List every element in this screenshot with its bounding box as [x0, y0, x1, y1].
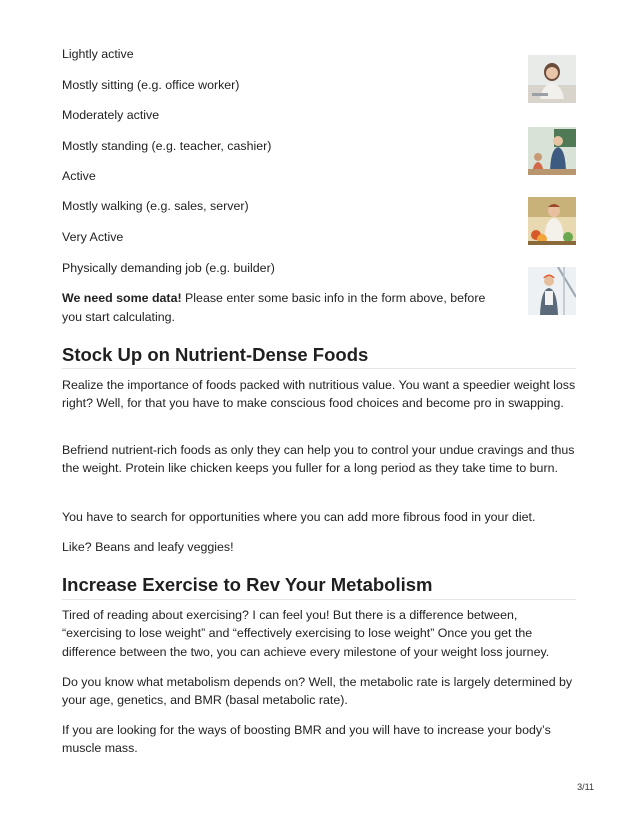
activity-label-active: Active [62, 169, 96, 183]
grocer-with-produce-photo [528, 197, 576, 245]
paragraph: Do you know what metabolism depends on? Well, the metabolic rate is largely determined by your age, genetics, and BMR (basal metabolic rate). [62, 675, 573, 708]
page-number: 3/11 [577, 782, 594, 792]
teacher-in-classroom-photo [528, 127, 576, 175]
activity-label-moderately: Moderately active [62, 108, 160, 122]
activity-label-very-active: Very Active [62, 230, 124, 244]
paragraph: You have to search for opportunities where you can add more fibrous food in your diet. [62, 510, 536, 524]
activity-desc-moderately: Mostly standing (e.g. teacher, cashier) [62, 139, 272, 153]
paragraph: Realize the importance of foods packed with nutritious value. You want a speedier weight loss right? Well, for that you have to make conscious food choices and become pro in swapping. [62, 378, 576, 411]
paragraph: Like? Beans and leafy veggies! [62, 540, 234, 554]
paragraph: Befriend nutrient-rich foods as only they can help you to control your undue cravings and thus the weight. Protein like chicken keeps you fuller for a long period as they take time to burn. [62, 443, 575, 476]
activity-desc-active: Mostly walking (e.g. sales, server) [62, 199, 249, 213]
section-heading-exercise-metabolism: Increase Exercise to Rev Your Metabolism [62, 574, 433, 595]
builder-on-site-photo [528, 267, 576, 315]
notice-text: Please enter some basic info in the form above, before you start calculating. [62, 291, 486, 324]
woman-at-desk-photo [528, 55, 576, 103]
activity-desc-lightly: Mostly sitting (e.g. office worker) [62, 78, 240, 92]
notice-bold: We need some data! [62, 291, 182, 305]
paragraph: If you are looking for the ways of boosting BMR and you will have to increase your body’s muscle mass. [62, 723, 551, 756]
data-required-notice [62, 289, 502, 327]
section-divider [62, 599, 576, 600]
section-heading-nutrient-foods: Stock Up on Nutrient-Dense Foods [62, 344, 369, 365]
section-divider [62, 368, 576, 369]
paragraph: Tired of reading about exercising? I can feel you! But there is a difference between, “exercising to lose weight” and “effectively exercising to lose weight” Once you get the difference between the two, you can achieve every milestone of your weight loss journey. [62, 608, 550, 659]
activity-label-lightly: Lightly active [62, 47, 134, 61]
activity-desc-very-active: Physically demanding job (e.g. builder) [62, 261, 275, 275]
